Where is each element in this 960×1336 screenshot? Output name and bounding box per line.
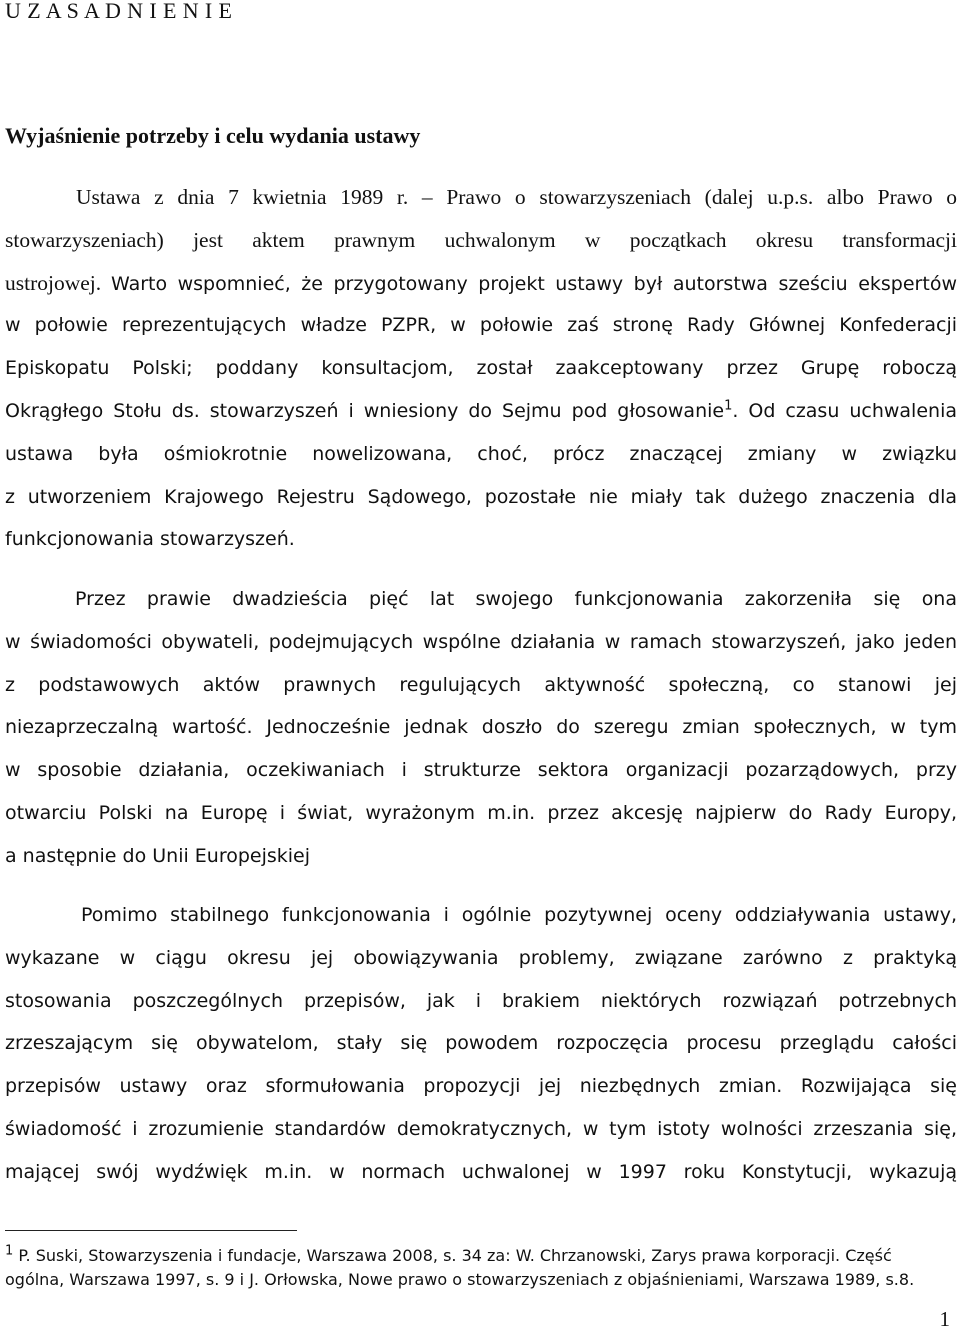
paragraph-line: Przez prawie dwadzieścia pięć lat swojego funkcjonowania zakorzeniła się ona: [75, 588, 957, 610]
text-run: Okrągłego Stołu ds. stowarzyszeń i wniesiony do Sejmu pod głosowanie: [5, 399, 725, 422]
text-run: Warto wspomnieć, że przygotowany projekt ustawy był autorstwa sześciu ekspertów: [111, 272, 957, 295]
footnote: [5, 1244, 945, 1292]
section-heading: Wyjaśnienie potrzeby i celu wydania ustawy: [5, 123, 421, 148]
footnote-line: ogólna, Warszawa 1997, s. 9 i J. Orłowska, Nowe prawo o stowarzyszeniach z objaśnieniami, Warszawa 1989, s.8.: [5, 1270, 915, 1289]
paragraph-line: przepisów ustawy oraz sformułowania propozycji jej niezbędnych zmian. Rozwijająca się: [5, 1075, 957, 1098]
paragraph-line: mającej swój wydźwięk m.in. w normach uchwalonej w 1997 roku Konstytucji, wykazują: [5, 1160, 957, 1183]
paragraph-line: Pomimo stabilnego funkcjonowania i ogólnie pozytywnej oceny oddziaływania ustawy,: [81, 904, 957, 926]
paragraph-line: w świadomości obywateli, podejmujących wspólne działania w ramach stowarzyszeń, jako jeden: [5, 630, 957, 653]
paragraph-line: z podstawowych aktów prawnych regulujących aktywność społeczną, co stanowi jej: [5, 673, 957, 696]
paragraph-line: świadomość i zrozumienie standardów demokratycznych, w tym istoty wolności zrzeszania się,: [5, 1117, 957, 1140]
paragraph-line: w połowie reprezentujących władze PZPR, w połowie zaś stronę Rady Głównej Konfederacji: [5, 314, 957, 337]
paragraph-line: funkcjonowania stowarzyszeń.: [5, 528, 295, 551]
text-run: P. Suski, Stowarzyszenia i fundacje, Warszawa 2008, s. 34 za: W. Chrzanowski, Zarys prawa korporacji. Część: [13, 1246, 892, 1265]
footnote-line: [5, 1244, 945, 1268]
footnote-separator: [5, 1230, 297, 1231]
footnote-marker: 1: [5, 1243, 14, 1259]
paragraph-line: w sposobie działania, oczekiwaniach i strukturze sektora organizacji pozarządowych, przy: [5, 759, 957, 782]
paragraph-line: stosowania poszczególnych przepisów, jak i brakiem niektórych rozwiązań potrzebnych: [5, 989, 957, 1012]
paragraph-line: wykazane w ciągu okresu jej obowiązywania problemy, związane zarówno z praktyką: [5, 946, 957, 969]
paragraph-line: zrzeszającym się obywatelom, stały się powodem rozpoczęcia procesu przeglądu całości: [5, 1032, 957, 1055]
paragraph-line: z utworzeniem Krajowego Rejestru Sądowego, pozostałe nie miały tak dużego znaczenia dla: [5, 485, 957, 508]
text-run: ustrojowej.: [5, 270, 111, 295]
paragraph-line: otwarciu Polski na Europę i świat, wyrażonym m.in. przez akcesję najpierw do Rady Europy,: [5, 801, 957, 824]
paragraph-3: [5, 894, 957, 1194]
paragraph-line: [5, 390, 957, 433]
paragraph-line: niezaprzeczalną wartość. Jednocześnie jednak doszło do szeregu zmian społecznych, w tym: [5, 716, 957, 739]
paragraph-line: a następnie do Unii Europejskiej: [5, 844, 311, 867]
paragraph-line: ustawa była ośmiokrotnie nowelizowana, choć, prócz znaczącej zmiany w związku: [5, 442, 957, 465]
text-run: . Od czasu uchwalenia: [732, 399, 957, 422]
paragraph-line: Ustawa z dnia 7 kwietnia 1989 r. – Prawo o stowarzyszeniach (dalej u.p.s. albo Prawo o: [76, 185, 957, 209]
paragraph-2: [5, 578, 957, 878]
footnote-reference[interactable]: 1: [724, 398, 733, 414]
document-title: U Z A S A D N I E N I E: [5, 0, 233, 23]
paragraph-1: [5, 176, 957, 561]
paragraph-line: [5, 262, 957, 305]
paragraph-line: Episkopatu Polski; poddany konsultacjom, został zaakceptowany przez Grupę roboczą: [5, 357, 957, 380]
page-number: 1: [939, 1307, 950, 1331]
paragraph-line: stowarzyszeniach) jest aktem prawnym uchwalonym w początkach okresu transformacji: [5, 227, 957, 252]
